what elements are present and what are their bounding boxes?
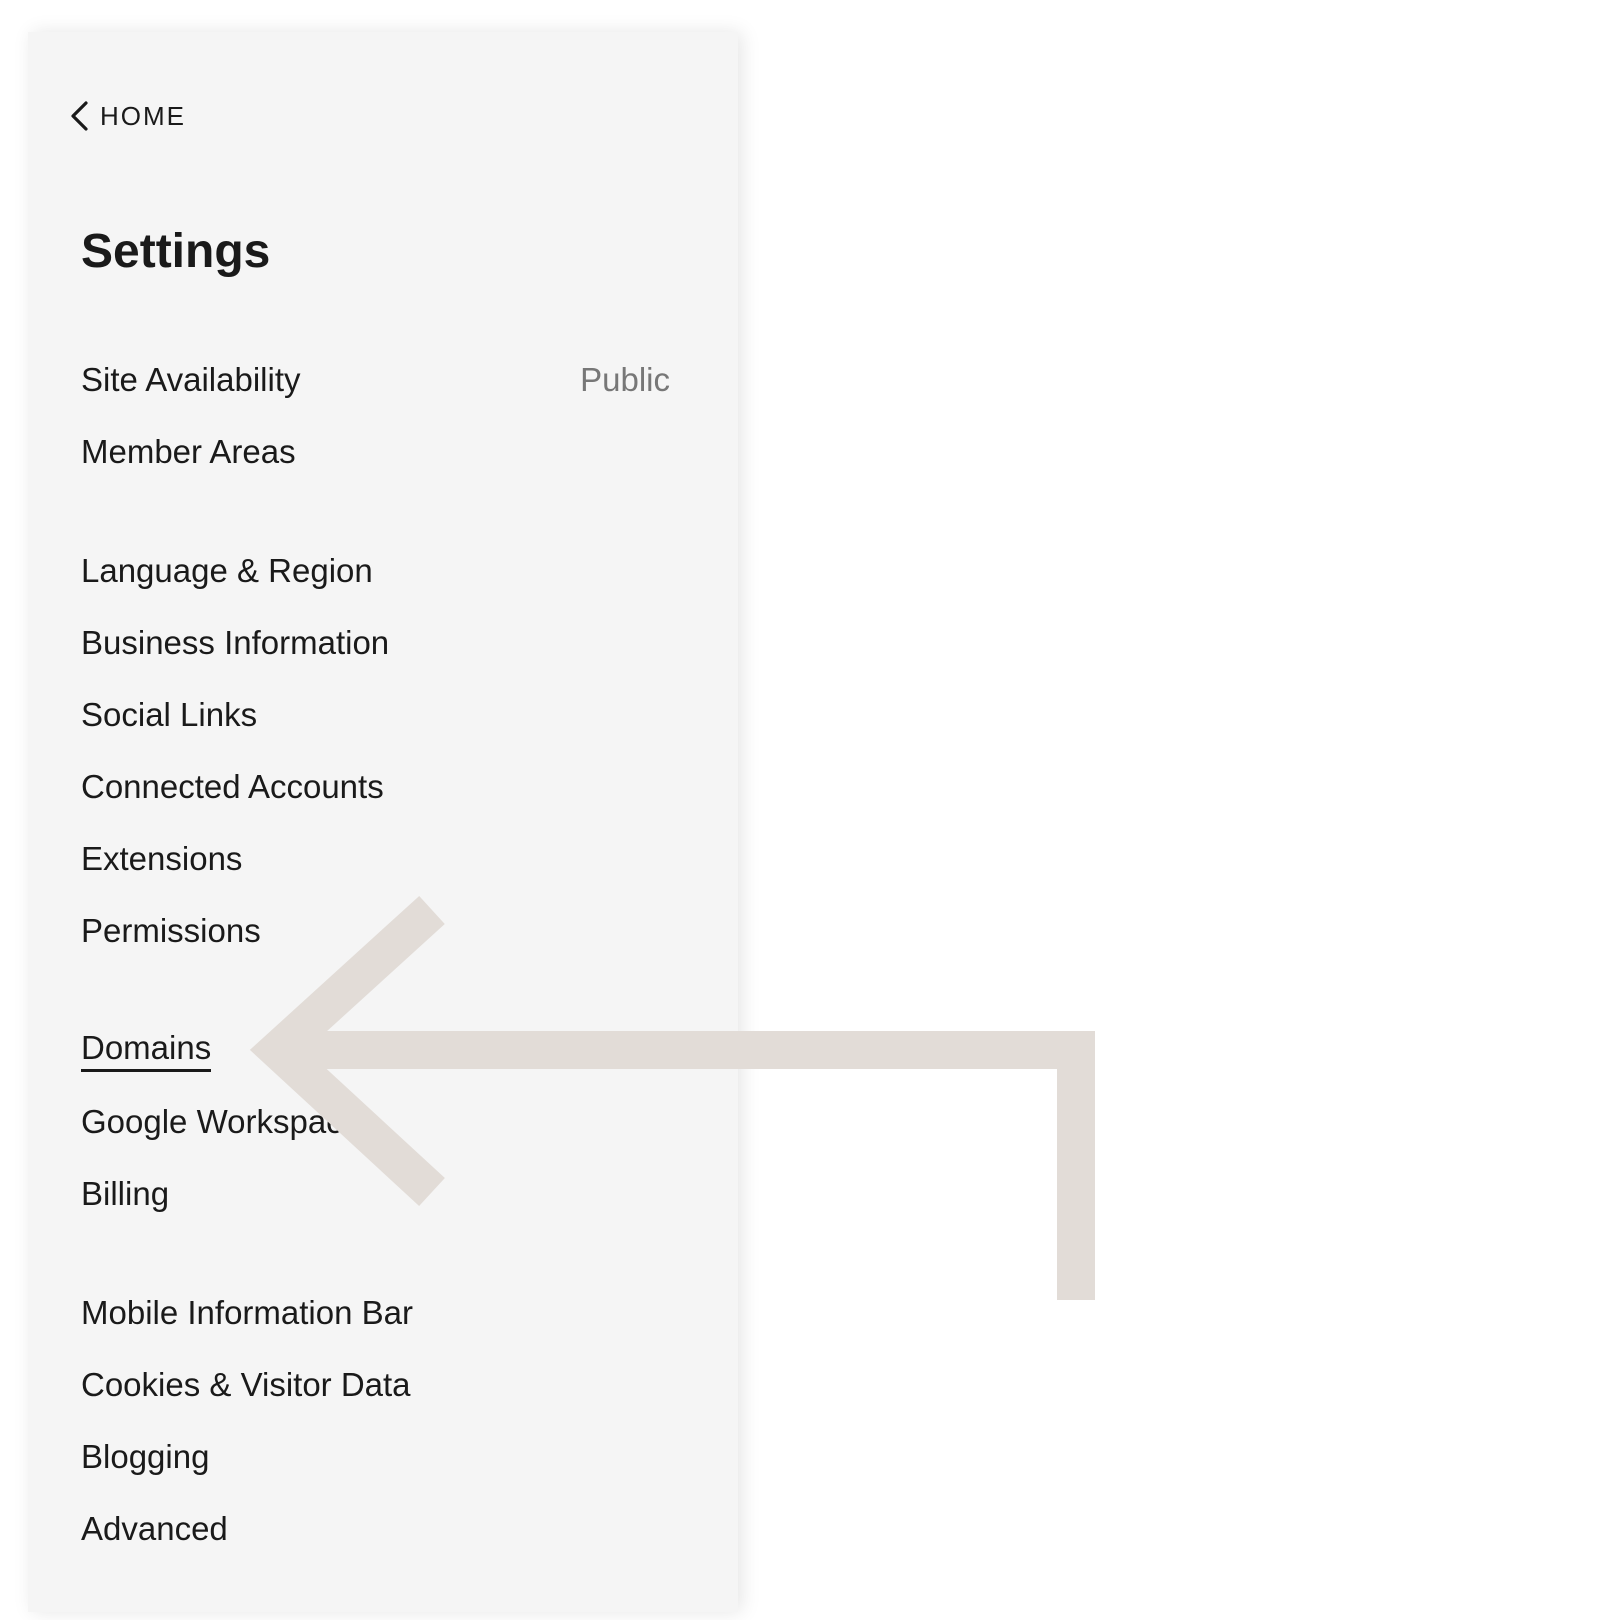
settings-item-label: Member Areas [81,433,296,470]
settings-item-advanced[interactable] [81,1507,670,1551]
settings-item-label: Permissions [81,912,261,949]
settings-item-label: Cookies & Visitor Data [81,1366,411,1403]
settings-item-google-workspace[interactable] [81,1100,670,1144]
settings-item-label: Domains [81,1029,211,1072]
chevron-left-icon [68,100,90,132]
settings-item-label: Site Availability [81,361,301,398]
settings-item-language-region[interactable] [81,549,670,593]
settings-item-cookies-visitor-data[interactable] [81,1363,670,1407]
home-label: HOME [100,100,186,131]
settings-item-extensions[interactable] [81,837,670,881]
settings-item-mobile-information-bar[interactable] [81,1291,670,1335]
settings-item-label: Social Links [81,696,258,733]
settings-item-social-links[interactable] [81,693,670,737]
site-availability-status: Public [580,361,670,398]
settings-panel [28,32,738,1612]
settings-item-label: Extensions [81,840,243,877]
settings-item-label: Google Workspace [81,1103,362,1140]
settings-item-business-information[interactable] [81,621,670,665]
settings-item-label: Business Information [81,624,390,661]
settings-item-domains[interactable] [81,1028,670,1072]
page-title: Settings [81,225,271,278]
settings-item-label: Language & Region [81,552,373,589]
settings-item-connected-accounts[interactable] [81,765,670,809]
settings-item-label: Billing [81,1175,170,1212]
settings-item-blogging[interactable] [81,1435,670,1479]
settings-item-label: Advanced [81,1510,228,1547]
home-back-link[interactable] [68,100,186,132]
settings-item-label: Blogging [81,1438,210,1475]
settings-item-label: Connected Accounts [81,768,384,805]
settings-item-site-availability[interactable] [81,358,670,402]
settings-item-label: Mobile Information Bar [81,1294,413,1331]
settings-item-member-areas[interactable] [81,430,670,474]
settings-item-billing[interactable] [81,1172,670,1216]
settings-item-permissions[interactable] [81,909,670,953]
